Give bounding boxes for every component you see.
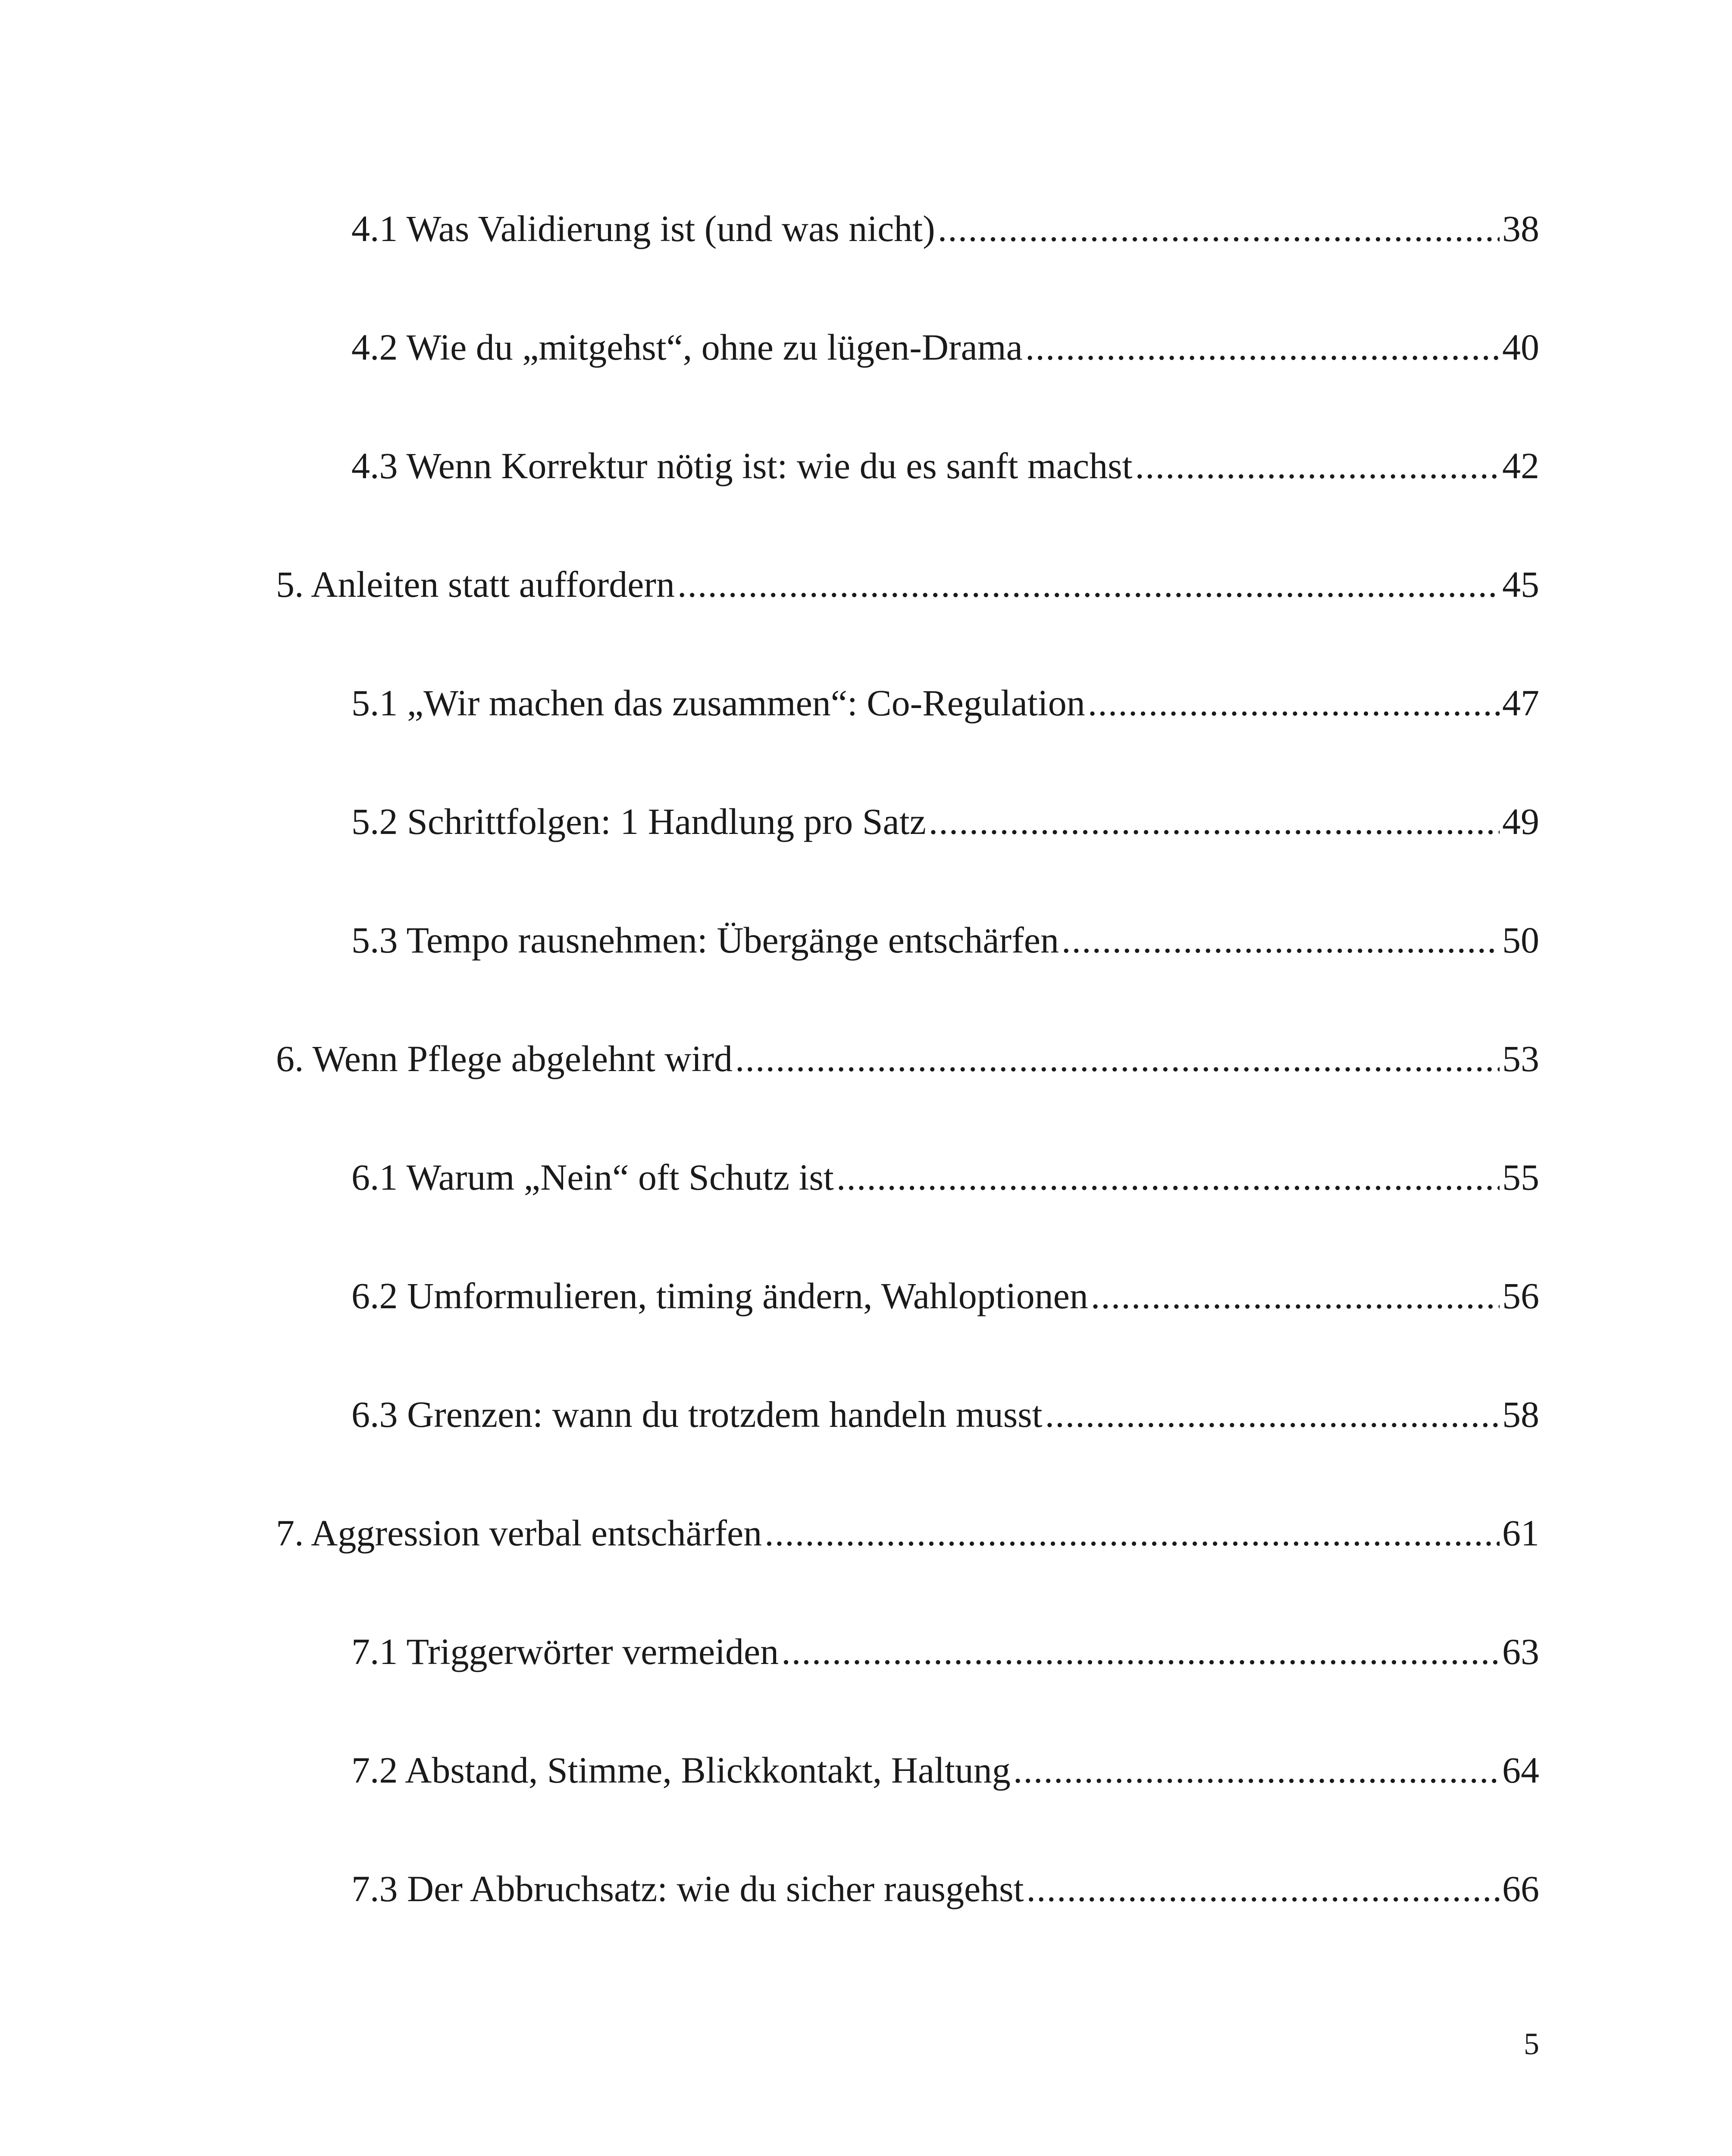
dot-leader [1088, 677, 1500, 729]
toc-entry-5-1[interactable] [351, 677, 1539, 729]
toc-entry-title: 6. Wenn Pflege abgelehnt wird [276, 1038, 733, 1079]
dot-leader [929, 796, 1500, 847]
page-number: 5 [1524, 2027, 1539, 2061]
toc-entry-title: 4.1 Was Validierung ist (und was nicht) [351, 208, 935, 249]
dot-leader [1062, 914, 1500, 966]
dot-leader [1135, 440, 1500, 492]
toc-entry-page: 40 [1502, 326, 1539, 368]
toc-entry-page: 49 [1502, 801, 1539, 842]
dot-leader [1027, 1863, 1500, 1915]
toc-entry-title: 5.2 Schrittfolgen: 1 Handlung pro Satz [351, 801, 926, 842]
toc-entry-page: 58 [1502, 1394, 1539, 1435]
toc-entry-page: 50 [1502, 919, 1539, 961]
toc-entry-6[interactable] [276, 1033, 1539, 1084]
toc-entry-page: 55 [1502, 1156, 1539, 1198]
toc-entry-title: 4.3 Wenn Korrektur nötig ist: wie du es sanft machst [351, 445, 1133, 486]
toc-entry-6-1[interactable] [351, 1151, 1539, 1203]
toc-entry-title: 7.2 Abstand, Stimme, Blickkontakt, Haltung [351, 1749, 1011, 1791]
toc-entry-7-2[interactable] [351, 1744, 1539, 1796]
dot-leader [938, 203, 1500, 254]
toc-entry-5-3[interactable] [351, 914, 1539, 966]
dot-leader [781, 1626, 1500, 1677]
toc-entry-title: 5. Anleiten statt auffordern [276, 564, 675, 605]
toc-entry-4-1[interactable] [351, 203, 1539, 254]
dot-leader [1013, 1744, 1500, 1796]
toc-entry-title: 4.2 Wie du „mitgehst“, ohne zu lügen-Drama [351, 326, 1023, 368]
toc-entry-page: 45 [1502, 564, 1539, 605]
toc-entry-page: 38 [1502, 208, 1539, 249]
toc-entry-page: 53 [1502, 1038, 1539, 1079]
toc-entry-page: 42 [1502, 445, 1539, 486]
toc-entry-page: 63 [1502, 1631, 1539, 1672]
toc-entry-title: 5.3 Tempo rausnehmen: Übergänge entschärfen [351, 919, 1059, 961]
toc-entry-page: 56 [1502, 1275, 1539, 1316]
toc-entry-title: 7. Aggression verbal entschärfen [276, 1512, 762, 1554]
toc-entry-6-3[interactable] [351, 1388, 1539, 1440]
toc-entry-7[interactable] [276, 1507, 1539, 1559]
toc-entry-6-2[interactable] [351, 1270, 1539, 1322]
dot-leader [836, 1151, 1500, 1203]
dot-leader [764, 1507, 1500, 1559]
toc-entry-title: 5.1 „Wir machen das zusammen“: Co-Regulation [351, 682, 1085, 724]
toc-entry-page: 47 [1502, 682, 1539, 724]
dot-leader [1025, 321, 1500, 373]
toc-entry-title: 6.1 Warum „Nein“ oft Schutz ist [351, 1156, 834, 1198]
toc-entry-4-2[interactable] [351, 321, 1539, 373]
toc-entry-title: 6.3 Grenzen: wann du trotzdem handeln musst [351, 1394, 1043, 1435]
toc-entry-5-2[interactable] [351, 796, 1539, 847]
dot-leader [1045, 1388, 1500, 1440]
toc-entry-page: 61 [1502, 1512, 1539, 1554]
dot-leader [677, 558, 1500, 610]
toc-entry-4-3[interactable] [351, 440, 1539, 492]
toc-entry-page: 66 [1502, 1868, 1539, 1909]
toc-entry-title: 7.3 Der Abbruchsatz: wie du sicher rausgehst [351, 1868, 1024, 1909]
toc-entry-page: 64 [1502, 1749, 1539, 1791]
toc-entry-title: 6.2 Umformulieren, timing ändern, Wahloptionen [351, 1275, 1088, 1316]
dot-leader [1091, 1270, 1500, 1322]
toc-entry-5[interactable] [276, 558, 1539, 610]
toc-entry-title: 7.1 Triggerwörter vermeiden [351, 1631, 779, 1672]
toc-entry-7-1[interactable] [351, 1626, 1539, 1677]
toc-entry-7-3[interactable] [351, 1863, 1539, 1915]
dot-leader [735, 1033, 1500, 1084]
